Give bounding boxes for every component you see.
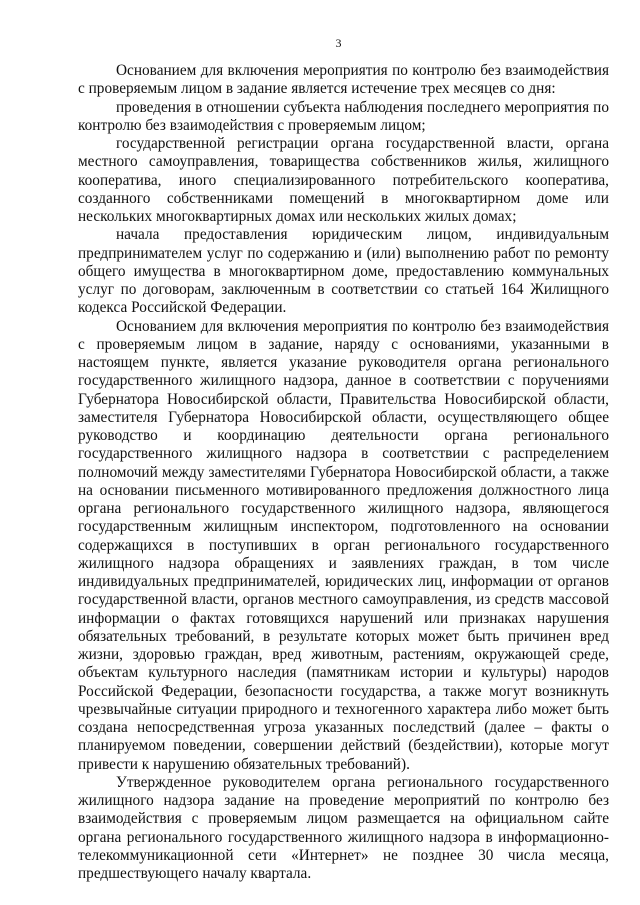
page-number: 3 <box>335 36 342 50</box>
document-body <box>78 62 609 883</box>
paragraph-services-start: начала предоставления юридическим лицом, индивидуальным предпринимателем услуг по содержанию и (или) выполнению работ по ремонту общего имущества в многоквартирном доме, предоставлению коммунальных услуг по договорам, заключенным в соответствии со статьей 164 Жилищного кодекса Российской Федерации. <box>78 226 609 317</box>
paragraph-state-registration: государственной регистрации органа государственной власти, органа местного самоуправления, товарищества собственников жилья, жилищного кооператива, иного специализированного потребительского кооператива, созданного собственниками помещений в многоквартирном доме или нескольких многоквартирных домах или нескольких жилых домах; <box>78 135 609 225</box>
paragraph-basis-intro: Основанием для включения мероприятия по контролю без взаимодействия с проверяемым лицом в задание является истечение трех месяцев со дня: <box>78 62 609 98</box>
paragraph-additional-basis: Основанием для включения мероприятия по контролю без взаимодействия с проверяемым лицом в задание, наряду с основаниями, указанными в настоящем пункте, является указание руководителя органа регионального государственного жилищного надзора, данное в соответствии с поручениями Губернатора Новосибирской области, Правительства Новосибирской области, заместителя Губернатора Новосибирской области, осуществляющего общее руководство и координацию деятельности органа регионального государственного жилищного надзора в соответствии с распределением полномочий между заместителями Губернатора Новосибирской области, а также на основании письменного мотивированного предложения должностного лица органа регионального государственного жилищного надзора, являющегося государственным жилищным инспектором, подготовленного на основании содержащихся в поступивших в орган регионального государственного жилищного надзора обращениях и заявлениях граждан, в том числе индивидуальных предпринимателей, юридических лиц, информации от органов государственной власти, органов местного самоуправления, из средств массовой информации о фактах готовящихся нарушений или признаках нарушения обязательных требований, в результате которых может быть причинен вред жизни, здоровью граждан, вред животным, растениям, окружающей среде, объектам культурного наследия (памятникам истории и культуры) народов Российской Федерации, безопасности государства, а также могут возникнуть чрезвычайные ситуации природного и техногенного характера либо может быть создана непосредственная угроза указанных последствий (далее – факты о планируемом поведении, совершении действий (бездействии), которые могут привести к нарушению обязательных требований). <box>78 317 609 773</box>
paragraph-last-event: проведения в отношении субъекта наблюдения последнего мероприятия по контролю без взаимодействия с проверяемым лицом; <box>78 98 609 134</box>
paragraph-task-publication: Утвержденное руководителем органа регионального государственного жилищного надзора задание на проведение мероприятий по контролю без взаимодействия с проверяемым лицом размещается на официальном сайте органа регионального государственного жилищного надзора в информационно-телекоммуникационной сети «Интернет» не позднее 30 числа месяца, предшествующего началу квартала. <box>78 773 609 882</box>
